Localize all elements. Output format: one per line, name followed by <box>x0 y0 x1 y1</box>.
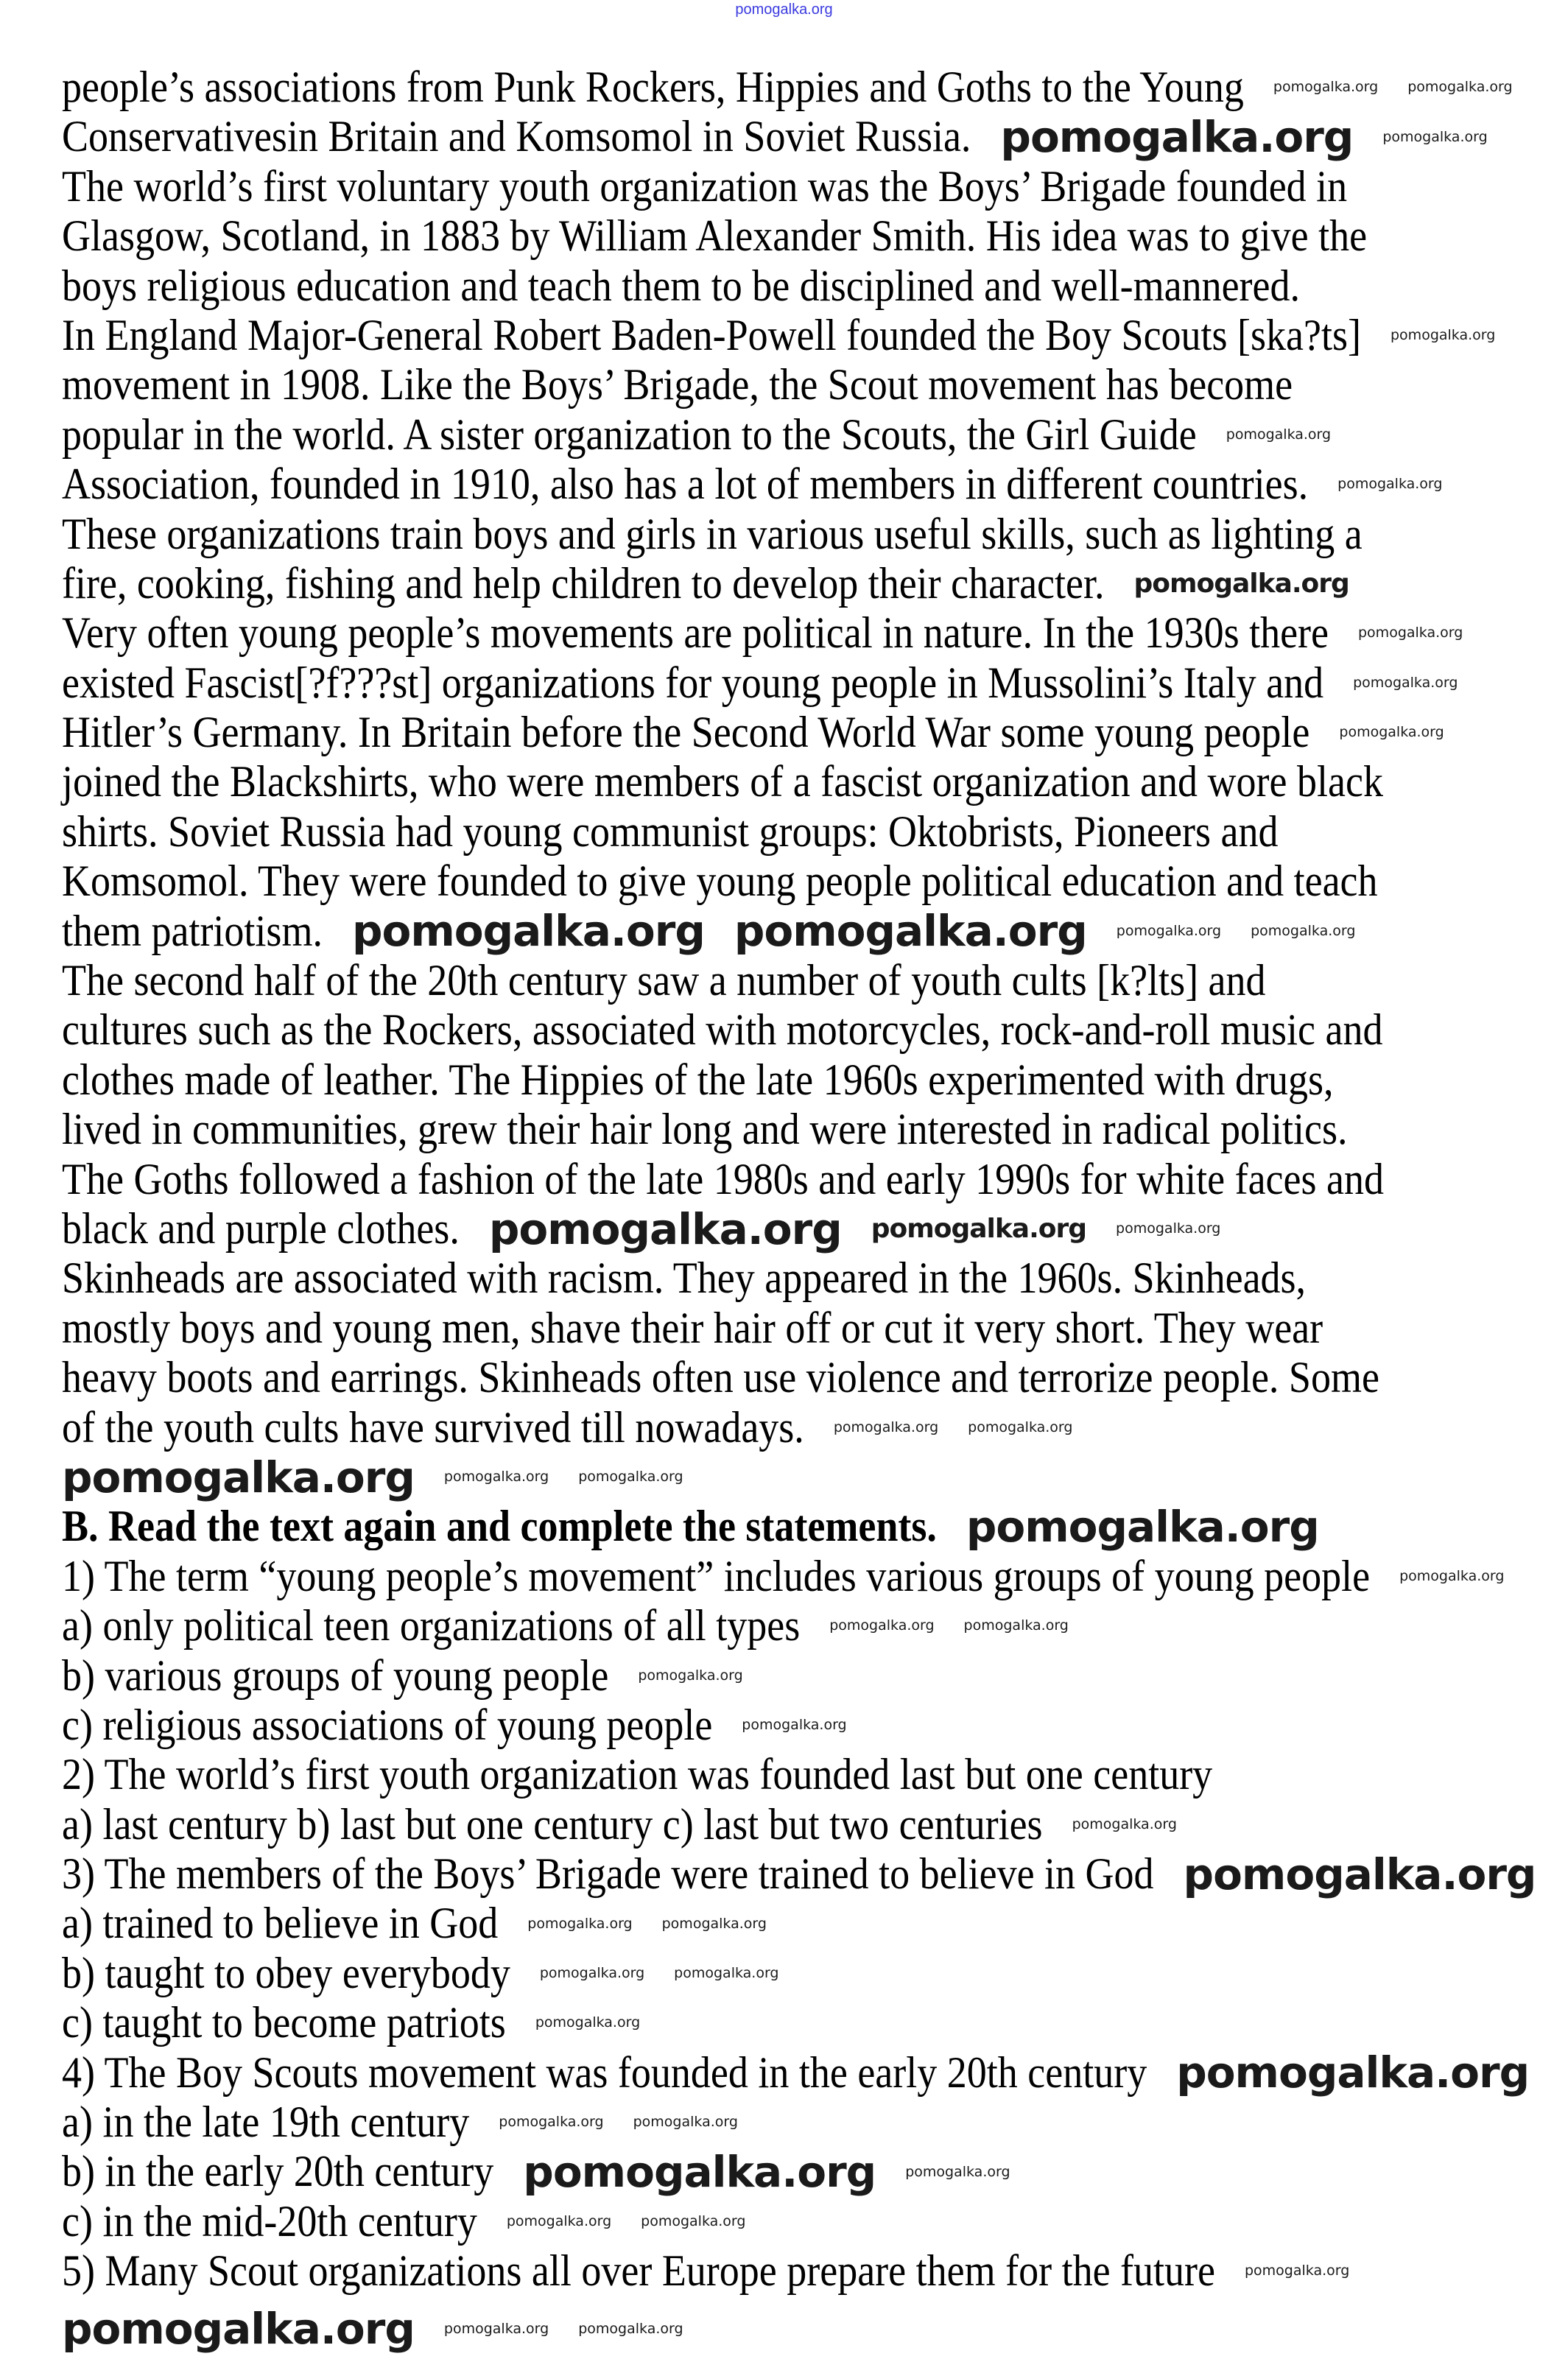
text-line: Association, founded in 1910, also has a lot of members in different countries. <box>62 460 1309 509</box>
watermark: pomogalka.org <box>443 2320 549 2337</box>
watermark: pomogalka.org <box>1133 568 1349 599</box>
watermark: pomogalka.org <box>578 1469 683 1486</box>
watermark: pomogalka.org <box>1358 625 1463 641</box>
exercise-line: 1) The term “young people’s movement” includes various groups of young people <box>62 1551 1371 1600</box>
text-line: clothes made of leather. The Hippies of the late 1960s experimented with drugs, <box>62 1055 1334 1104</box>
text-line: These organizations train boys and girls in various useful skills, such as lighting a <box>62 509 1363 558</box>
watermark: pomogalka.org <box>506 2212 612 2229</box>
watermark: pomogalka.org <box>1273 79 1379 96</box>
watermark: pomogalka.org <box>674 1965 779 1982</box>
watermark: pomogalka.org <box>1353 674 1458 691</box>
text-line: joined the Blackshirts, who were members of a fascist organization and wore black <box>62 757 1383 806</box>
watermark: pomogalka.org <box>742 1717 847 1734</box>
text-line: Komsomol. They were founded to give young people political education and teach <box>62 857 1378 906</box>
watermark: pomogalka.org <box>1226 426 1332 443</box>
watermark: pomogalka.org <box>1407 79 1513 96</box>
watermark: pomogalka.org <box>661 1915 767 1932</box>
watermark: pomogalka.org <box>833 1418 939 1435</box>
exercise-line: b) various groups of young people <box>62 1650 609 1700</box>
watermark: pomogalka.org <box>1337 476 1443 493</box>
watermark: pomogalka.org <box>443 1469 549 1486</box>
watermark: pomogalka.org <box>62 2304 415 2354</box>
watermark: pomogalka.org <box>488 1203 842 1254</box>
exercise-line: b) taught to obey everybody <box>62 1948 510 1997</box>
watermark: pomogalka.org <box>1382 128 1488 145</box>
exercise-line: b) in the early 20th century <box>62 2147 494 2196</box>
text-line: of the youth cults have survived till nowadays. <box>62 1402 804 1452</box>
text-line: Hitler’s Germany. In Britain before the Second World War some young people <box>62 708 1310 757</box>
exercise-line: a) trained to believe in God <box>62 1899 499 1948</box>
watermark: pomogalka.org <box>1072 1815 1177 1832</box>
text-line: Conservativesin Britain and Komsomol in Soviet Russia. <box>62 112 971 161</box>
site-watermark-top: pomogalka.org <box>735 1 833 18</box>
watermark: pomogalka.org <box>351 906 705 957</box>
watermark: pomogalka.org <box>62 1452 415 1502</box>
text-line: them patriotism. <box>62 906 323 955</box>
watermark: pomogalka.org <box>963 1617 1069 1634</box>
exercise-line: c) taught to become patriots <box>62 1998 506 2047</box>
text-line: Skinheads are associated with racism. They appeared in the 1960s. Skinheads, <box>62 1254 1307 1303</box>
watermark: pomogalka.org <box>968 1418 1073 1435</box>
text-line: The Goths followed a fashion of the late 1980s and early 1990s for white faces and <box>62 1154 1384 1203</box>
watermark: pomogalka.org <box>1000 112 1354 163</box>
text-line: lived in communities, grew their hair long and were interested in radical politics. <box>62 1105 1348 1154</box>
watermark: pomogalka.org <box>1339 724 1444 741</box>
watermark: pomogalka.org <box>1176 2047 1530 2098</box>
watermark: pomogalka.org <box>966 1502 1319 1553</box>
watermark: pomogalka.org <box>527 1915 633 1932</box>
text-line: boys religious education and teach them to be disciplined and well-mannered. <box>62 261 1300 310</box>
text-line: Glasgow, Scotland, in 1883 by William Alexander Smith. His idea was to give the <box>62 211 1368 261</box>
exercise-line: c) religious associations of young people <box>62 1700 713 1749</box>
exercise-line: c) in the mid-20th century <box>62 2196 477 2246</box>
text-line: cultures such as the Rockers, associated with motorcycles, rock-and-roll music and <box>62 1005 1383 1055</box>
exercise-line: 3) The members of the Boys’ Brigade were trained to believe in God <box>62 1849 1154 1899</box>
watermark: pomogalka.org <box>539 1965 645 1982</box>
text-line: shirts. Soviet Russia had young communist groups: Oktobrists, Pioneers and <box>62 806 1279 856</box>
watermark: pomogalka.org <box>523 2147 876 2198</box>
text-line: Very often young people’s movements are political in nature. In the 1930s there <box>62 608 1329 658</box>
watermark: pomogalka.org <box>638 1667 743 1684</box>
watermark: pomogalka.org <box>1391 327 1496 344</box>
watermark: pomogalka.org <box>633 2114 738 2131</box>
text-line: In England Major-General Robert Baden-Powell founded the Boy Scouts [ska?ts] <box>62 310 1361 359</box>
watermark: pomogalka.org <box>829 1617 935 1634</box>
document-body <box>62 63 1530 2296</box>
exercise-line: a) last century b) last but one century c) last but two centuries <box>62 1799 1043 1849</box>
text-line: popular in the world. A sister organization to the Scouts, the Girl Guide <box>62 409 1197 459</box>
watermark: pomogalka.org <box>871 1213 1087 1244</box>
text-line: The second half of the 20th century saw a number of youth cults [k?lts] and <box>62 956 1266 1005</box>
exercise-line: a) in the late 19th century <box>62 2098 470 2147</box>
watermark: pomogalka.org <box>905 2163 1010 2180</box>
text-line: fire, cooking, fishing and help children to develop their character. <box>62 558 1105 608</box>
exercise-line: 2) The world’s first youth organization was founded last but one century <box>62 1750 1213 1799</box>
exercise-heading: B. Read the text again and complete the statements. <box>62 1502 937 1551</box>
watermark: pomogalka.org <box>1399 1567 1505 1584</box>
text-line: movement in 1908. Like the Boys’ Brigade, the Scout movement has become <box>62 360 1293 409</box>
watermark: pomogalka.org <box>578 2320 683 2337</box>
exercise-line: 5) Many Scout organizations all over Europe prepare them for the future <box>62 2246 1215 2296</box>
watermark: pomogalka.org <box>641 2212 746 2229</box>
watermark: pomogalka.org <box>1116 922 1222 939</box>
watermark: pomogalka.org <box>1183 1849 1536 1899</box>
watermark: pomogalka.org <box>1251 922 1356 939</box>
exercise-line: 4) The Boy Scouts movement was founded in the early 20th century <box>62 2047 1147 2097</box>
text-line: existed Fascist[?f???st] organizations for young people in Mussolini’s Italy and <box>62 658 1324 707</box>
text-line: mostly boys and young men, shave their hair off or cut it very short. They wear <box>62 1303 1323 1352</box>
watermark: pomogalka.org <box>1116 1220 1221 1237</box>
exercise-line: a) only political teen organizations of all types <box>62 1601 801 1650</box>
watermark: pomogalka.org <box>499 2114 604 2131</box>
watermark: pomogalka.org <box>734 906 1087 957</box>
watermark: pomogalka.org <box>535 2014 641 2031</box>
text-line: people’s associations from Punk Rockers, Hippies and Goths to the Young <box>62 63 1244 111</box>
text-line: black and purple clothes. <box>62 1203 460 1253</box>
text-line: The world’s first voluntary youth organization was the Boys’ Brigade founded in <box>62 161 1348 211</box>
watermark: pomogalka.org <box>1244 2263 1350 2279</box>
text-line: heavy boots and earrings. Skinheads often use violence and terrorize people. Some <box>62 1353 1379 1402</box>
